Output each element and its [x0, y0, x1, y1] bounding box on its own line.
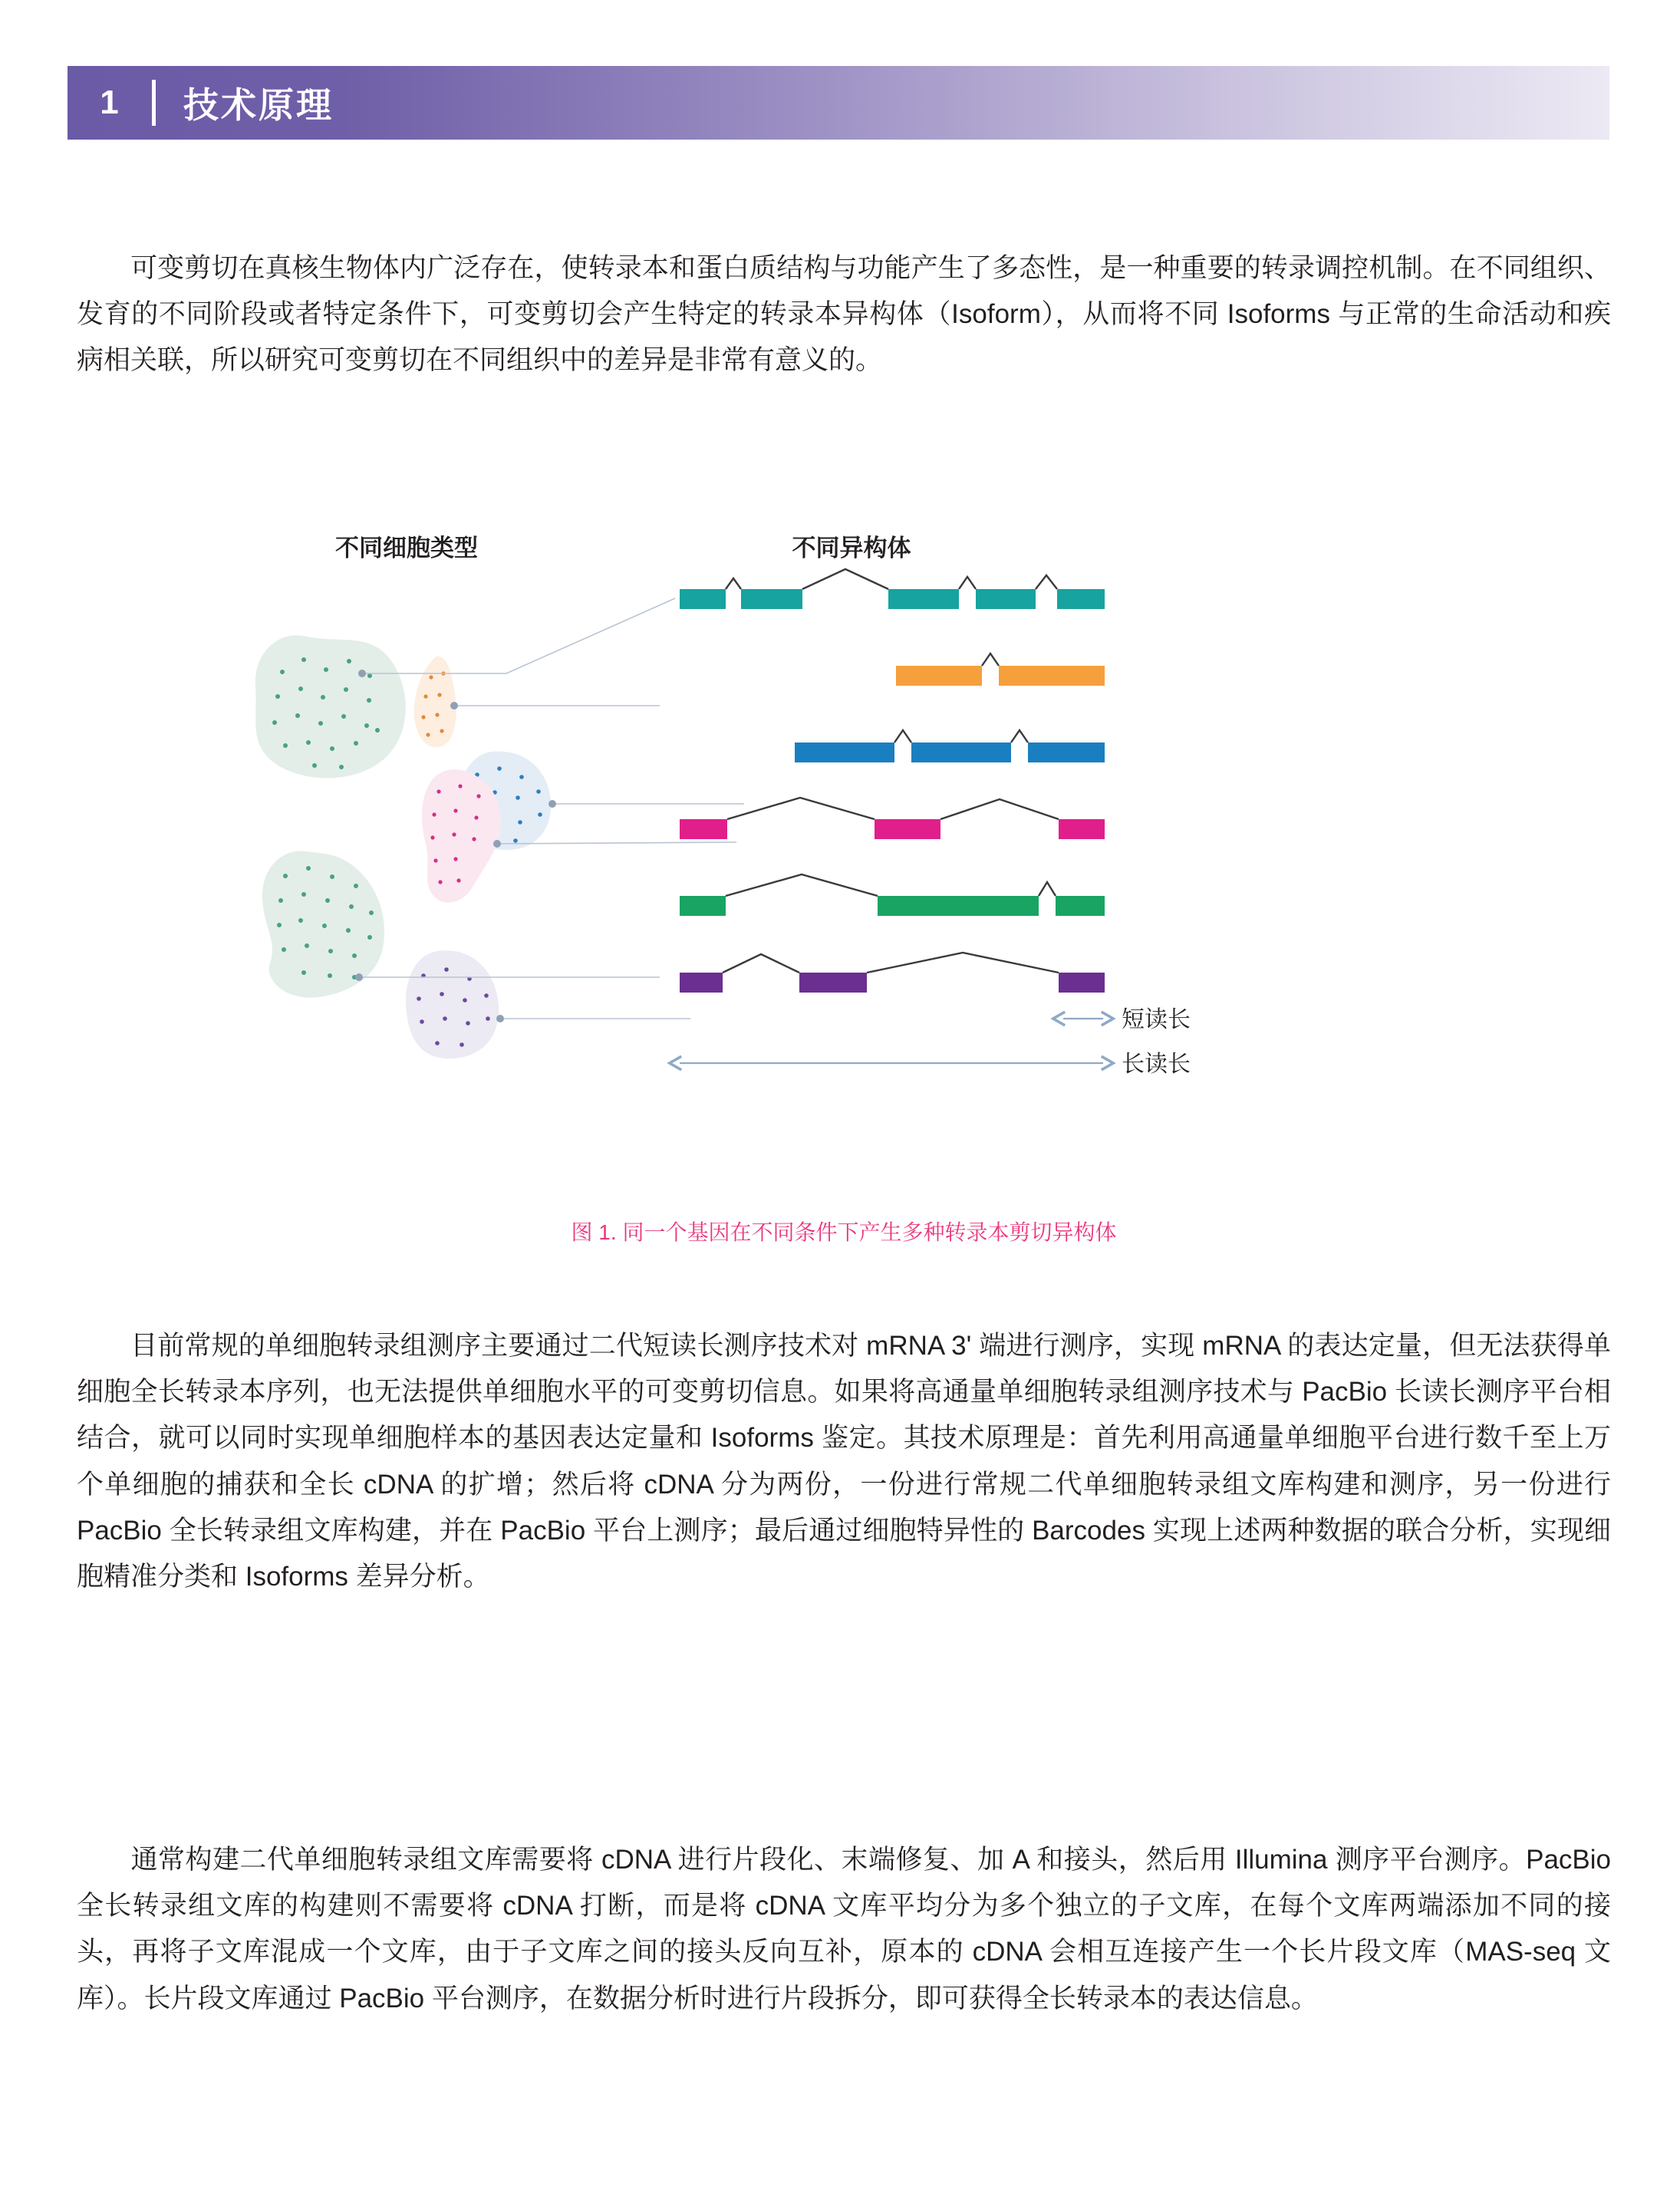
cell-blob-1 [255, 635, 406, 778]
figure-caption: 图 1. 同一个基因在不同条件下产生多种转录本剪切异构体 [571, 1220, 1117, 1244]
legend-short-read [1063, 1007, 1191, 1032]
section-number: 1 [100, 84, 120, 121]
cell-blob-2 [414, 656, 456, 747]
paragraph-1 [77, 245, 1611, 384]
paragraph-2 [77, 1323, 1611, 1600]
cell-blob-6 [406, 950, 499, 1059]
isoform-track-orange [896, 654, 1105, 686]
isoform-track-green [680, 874, 1105, 916]
figure-label-isoforms: 不同异构体 [792, 535, 911, 561]
figure-svg [77, 522, 1611, 1227]
section-header [68, 66, 1609, 140]
legend-long-read [680, 1052, 1191, 1077]
connector-lines [359, 598, 744, 1019]
isoform-track-purple [680, 953, 1105, 993]
paragraph-2-text: 目前常规的单细胞转录组测序主要通过二代短读长测序技术对 mRNA 3' 端进行测序，实现 mRNA 的表达定量，但无法获得单细胞全长转录本序列，也无法提供单细胞水平的可变剪切信息。如果将高通量单细胞转录组测序技术与 PacBio 长读长测序平台相结合，就可以同时实现单细胞样本的基因表达定量和 Isoforms 鉴定。其技术原理是：首先利用高通量单细胞平台进行数千至上万个单细胞的捕获和全长 cDNA 的扩增；然后将 cDNA 分为两份，一份进行常规二代单细胞转录组文库构建和测序，另一份进行 PacBio 全长转录组文库构建，并在 PacBio 平台上测序；最后通过细胞特异性的 Barcodes 实现上述两种数据的联合分析，实现细胞精准分类和 Isoforms 差异分析。 [77, 1331, 1611, 1592]
legend-long-read-label: 长读长 [1122, 1052, 1191, 1077]
paragraph-3-text: 通常构建二代单细胞转录组文库需要将 cDNA 进行片段化、末端修复、加 A 和接头，然后用 Illumina 测序平台测序。PacBio 全长转录组文库的构建则不需要将 cDNA 打断，而是将 cDNA 文库平均分为多个独立的子文库，在每个文库两端添加不同的接头，再将子文库混成一个文库，由于子文库之间的接头反向互补，原本的 cDNA 会相互连接产生一个长片段文库（MAS-seq 文库）。长片段文库通过 PacBio 平台测序，在数据分析时进行片段拆分，即可获得全长转录本的表达信息。 [77, 1845, 1611, 2013]
paragraph-1-text: 可变剪切在真核生物体内广泛存在，使转录本和蛋白质结构与功能产生了多态性，是一种重要的转录调控机制。在不同组织、发育的不同阶段或者特定条件下，可变剪切会产生特定的转录本异构体（Isoform），从而将不同 Isoforms 与正常的生命活动和疾病相关联，所以研究可变剪切在不同组织中的差异是非常有意义的。 [77, 253, 1611, 376]
isoform-track-teal [680, 569, 1105, 609]
figure-isoform-diagram [77, 522, 1611, 1227]
cell-blob-group [255, 635, 551, 1059]
isoform-track-blue [795, 730, 1105, 762]
figure-label-cell-types: 不同细胞类型 [335, 535, 478, 561]
legend-short-read-label: 短读长 [1122, 1007, 1191, 1032]
paragraph-3 [77, 1837, 1611, 2022]
section-title: 技术原理 [183, 85, 334, 125]
